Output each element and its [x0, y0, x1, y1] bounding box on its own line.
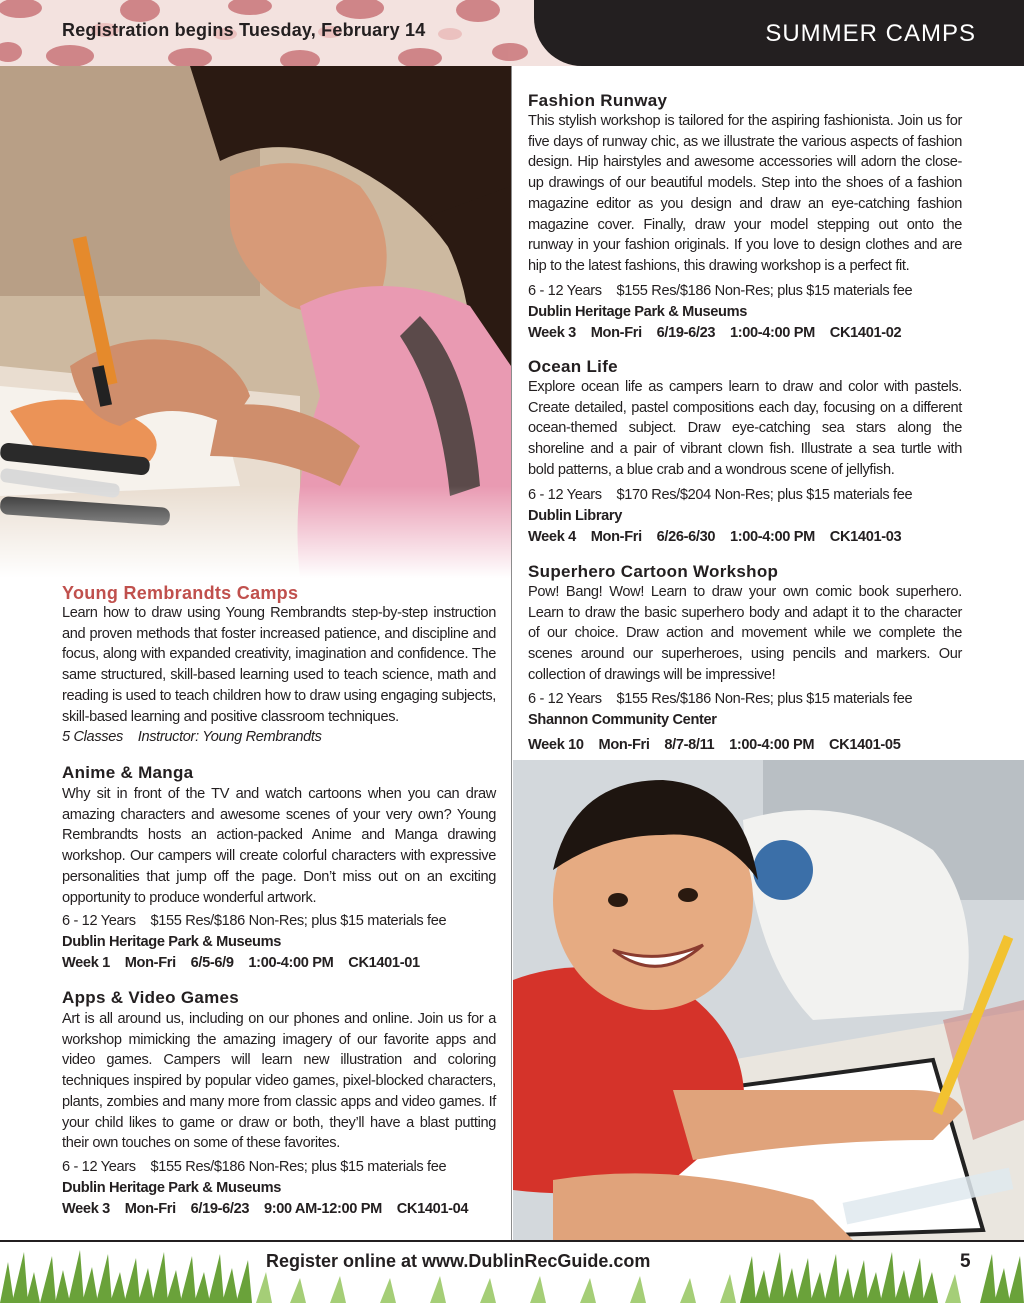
boy-drawing-photo	[513, 760, 1024, 1240]
boy-drawing-illustration-icon	[513, 760, 1024, 1240]
register-online-link[interactable]: Register online at www.DublinRecGuide.com	[266, 1251, 651, 1271]
fashion-runway-description: This stylish workshop is tailored for the aspiring fashionista. Join us for five days of runway chic, as we illustrate the various aspects of fashion design. Hip hairstyles and awesome accessories will adorn the close-up drawings of our beautiful models. Step into the shoes of a fashion magazine editor as you design and draw an eye-catching fashion magazine cover. Finally, draw your model stepping out onto the runway in your fashion originals. If you love to design clothes and are hip to the latest fashions, this drawing workshop is a perfect fit.	[528, 113, 962, 274]
anime-manga-price: 6 - 12 Years $155 Res/$186 Non-Res; plus $15 materials fee	[62, 913, 447, 929]
superhero-workshop-description: Pow! Bang! Wow! Learn to draw your own comic book superhero. Learn to draw the basic superhero body and adapt it to the character of our choice. Draw action and movement while we complete the scenes around our superheroes, using pencils and markers. Our collection of drawings will be impressive!	[528, 584, 962, 683]
section-title: SUMMER CAMPS	[765, 20, 976, 47]
apps-video-games-title: Apps & Video Games	[62, 988, 240, 1007]
young-rembrandts-title: Young Rembrandts Camps	[62, 583, 299, 603]
superhero-workshop-location: Shannon Community Center	[528, 712, 717, 728]
apps-video-games-price: 6 - 12 Years $155 Res/$186 Non-Res; plus $15 materials fee	[62, 1159, 447, 1175]
apps-video-games-location: Dublin Heritage Park & Museums	[62, 1180, 282, 1196]
girl-drawing-photo	[0, 66, 511, 578]
section-tab	[534, 0, 1024, 66]
anime-manga-schedule: Week 1 Mon-Fri 6/5-6/9 1:00-4:00 PM CK1401-01	[62, 955, 420, 971]
apps-video-games-schedule: Week 3 Mon-Fri 6/19-6/23 9:00 AM-12:00 PM CK1401-04	[62, 1201, 469, 1217]
column-divider	[511, 66, 512, 1240]
ocean-life-description: Explore ocean life as campers learn to draw and color with pastels. Create detailed, pastel compositions each day, focusing on a different ocean-themed subject. Draw eye-catching sea stars along the shoreline and a pair of vibrant clown fish. Illustrate a sea turtle with bold patterns, a blue crab and a wondrous scene of jellyfish.	[528, 379, 962, 478]
registration-date: Registration begins Tuesday, February 14	[62, 20, 426, 40]
ocean-life-title: Ocean Life	[528, 357, 618, 376]
superhero-workshop-title: Superhero Cartoon Workshop	[528, 562, 779, 581]
fashion-runway-title: Fashion Runway	[528, 91, 668, 110]
anime-manga-description: Why sit in front of the TV and watch cartoons when you can draw amazing characters and awesome scenes of your very own? Young Rembrandts hosts an action-packed Anime and Manga drawing workshop. Our campers will create colorful characters with expressive personalities that jump off the page. Don’t miss out on an exciting opportunity to produce wonderful artwork.	[62, 786, 496, 906]
superhero-workshop-price: 6 - 12 Years $155 Res/$186 Non-Res; plus $15 materials fee	[528, 691, 913, 707]
ocean-life-location: Dublin Library	[528, 508, 623, 524]
fashion-runway-schedule: Week 3 Mon-Fri 6/19-6/23 1:00-4:00 PM CK1401-02	[528, 325, 902, 341]
page-header	[0, 0, 1024, 66]
ocean-life-price: 6 - 12 Years $170 Res/$204 Non-Res; plus $15 materials fee	[528, 487, 913, 503]
page-footer	[0, 1242, 1024, 1303]
ocean-life-schedule: Week 4 Mon-Fri 6/26-6/30 1:00-4:00 PM CK1401-03	[528, 529, 902, 545]
superhero-workshop-schedule: Week 10 Mon-Fri 8/7-8/11 1:00-4:00 PM CK1401-05	[528, 737, 901, 753]
fashion-runway-location: Dublin Heritage Park & Museums	[528, 304, 748, 320]
girl-drawing-illustration-icon	[0, 66, 511, 578]
anime-manga-location: Dublin Heritage Park & Museums	[62, 934, 282, 950]
young-rembrandts-description: Learn how to draw using Young Rembrandts step-by-step instruction and proven methods that foster increased patience, and discipline and focus, along with expanded creativity, imagination and confidence. The same structured, skill-based learning used to teach science, math and reading is used to teach children how to draw using engaging subjects, skill-based learning and positive classroom techniques.	[62, 605, 496, 725]
apps-video-games-description: Art is all around us, including on our phones and online. Join us for a workshop mimicking the amazing imagery of our favorite apps and video games. Campers will learn new illustration and coloring techniques inspired by popular video games, pixel-blocked characters, plants, zombies and many more from classic apps and video games. If your child likes to game or draw or both, they’ll have a blast putting their own touches on some of these favorites.	[62, 1011, 496, 1152]
fashion-runway-price: 6 - 12 Years $155 Res/$186 Non-Res; plus $15 materials fee	[528, 283, 913, 299]
young-rembrandts-meta: 5 Classes Instructor: Young Rembrandts	[62, 729, 322, 745]
page-number: 5	[960, 1251, 971, 1272]
anime-manga-title: Anime & Manga	[62, 763, 194, 782]
